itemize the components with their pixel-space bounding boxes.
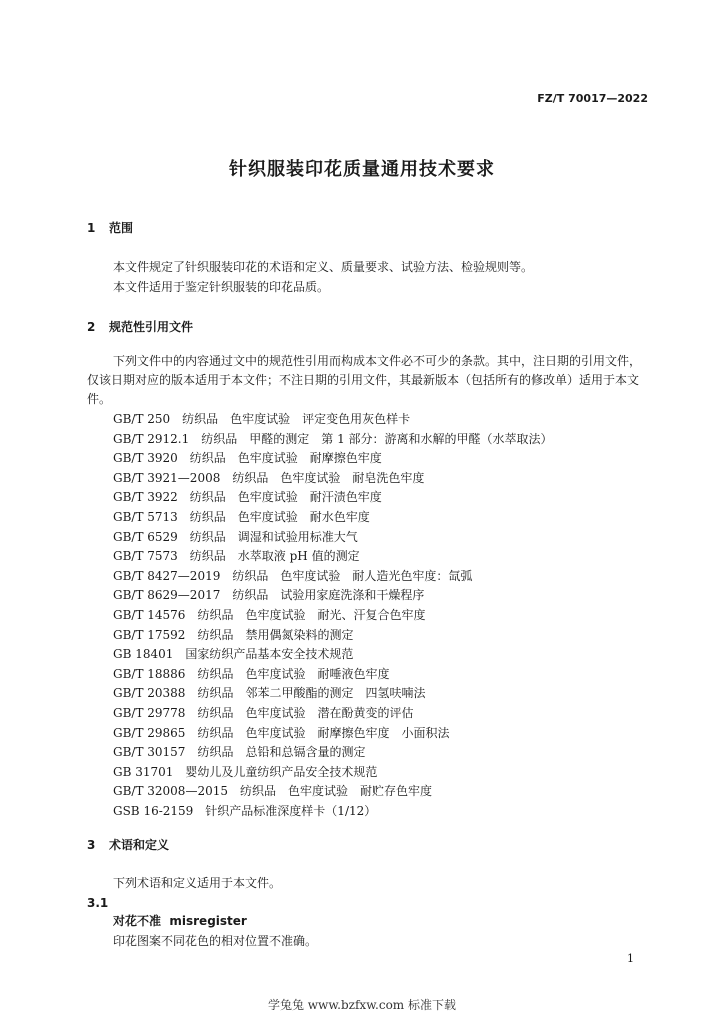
reference-item: GB/T 2912.1 纺织品 甲醛的测定 第 1 部分：游离和水解的甲醛（水萃取法） [113,431,553,446]
reference-item: GB/T 32008—2015 纺织品 色牢度试验 耐贮存色牢度 [113,784,432,799]
reference-item: GB/T 30157 纺织品 总铅和总镉含量的测定 [113,745,366,760]
term-definition: 印花图案不同花色的相对位置不准确。 [113,934,318,948]
section-number: 2 [87,320,96,334]
reference-item: GB/T 7573 纺织品 水萃取液 pH 值的测定 [113,549,360,564]
reference-item: GB/T 20388 纺织品 邻苯二甲酸酯的测定 四氢呋喃法 [113,686,426,701]
footer-watermark: 学兔兔 www.bzfxw.com 标准下载 [267,998,457,1012]
standard-number: FZ/T 70017—2022 [537,92,648,105]
reference-item: GB 31701 婴幼儿及儿童纺织产品安全技术规范 [113,764,378,779]
reference-item: GSB 16-2159 针织产品标准深度样卡（1/12） [113,803,377,818]
reference-item: GB 18401 国家纺织产品基本安全技术规范 [113,647,354,662]
reference-item: GB/T 17592 纺织品 禁用偶氮染料的测定 [113,627,354,642]
reference-item: GB/T 3922 纺织品 色牢度试验 耐汗渍色牢度 [113,490,382,505]
reference-item: GB/T 29778 纺织品 色牢度试验 潜在酚黄变的评估 [113,705,414,720]
section-title: 规范性引用文件 [109,320,194,334]
reference-item: GB/T 6529 纺织品 调湿和试验用标准大气 [113,529,358,544]
term-english: misregister [169,914,247,928]
document-title: 针织服装印花质量通用技术要求 [229,159,495,180]
section-2-heading [87,318,193,335]
section-3-heading [87,836,169,853]
subsection-number: 3.1 [87,896,109,910]
reference-item: GB/T 5713 纺织品 色牢度试验 耐水色牢度 [113,509,370,524]
section-2-intro: 下列文件中的内容通过文中的规范性引用而构成本文件必不可少的条款。其中，注日期的引用文件，仅该日期对应的版本适用于本文件；不注日期的引用文件，其最新版本（包括所有的修改单）适用于本文件。 [87,354,642,406]
section-3-intro: 下列术语和定义适用于本文件。 [113,876,282,890]
section-title: 术语和定义 [109,838,170,852]
section-title: 范围 [109,221,134,235]
page-number: 1 [627,952,634,965]
reference-item: GB/T 14576 纺织品 色牢度试验 耐光、汗复合色牢度 [113,607,426,622]
reference-item: GB/T 8629—2017 纺织品 试验用家庭洗涤和干燥程序 [113,588,425,603]
reference-item: GB/T 8427—2019 纺织品 色牢度试验 耐人造光色牢度：氙弧 [113,568,473,583]
term-chinese: 对花不准 [113,914,162,928]
section-number: 3 [87,838,96,852]
term-entry [113,912,247,931]
reference-item: GB/T 3920 纺织品 色牢度试验 耐摩擦色牢度 [113,451,382,466]
paragraph: 本文件适用于鉴定针织服装的印花品质。 [113,280,330,294]
reference-item: GB/T 250 纺织品 色牢度试验 评定变色用灰色样卡 [113,412,411,426]
reference-item: GB/T 3921—2008 纺织品 色牢度试验 耐皂洗色牢度 [113,470,425,485]
reference-item: GB/T 18886 纺织品 色牢度试验 耐唾液色牢度 [113,666,390,681]
paragraph: 本文件规定了针织服装印花的术语和定义、质量要求、试验方法、检验规则等。 [113,260,534,274]
reference-item: GB/T 29865 纺织品 色牢度试验 耐摩擦色牢度 小面积法 [113,725,450,740]
section-1-heading [87,219,133,236]
section-number: 1 [87,221,96,235]
reference-list [113,410,553,821]
